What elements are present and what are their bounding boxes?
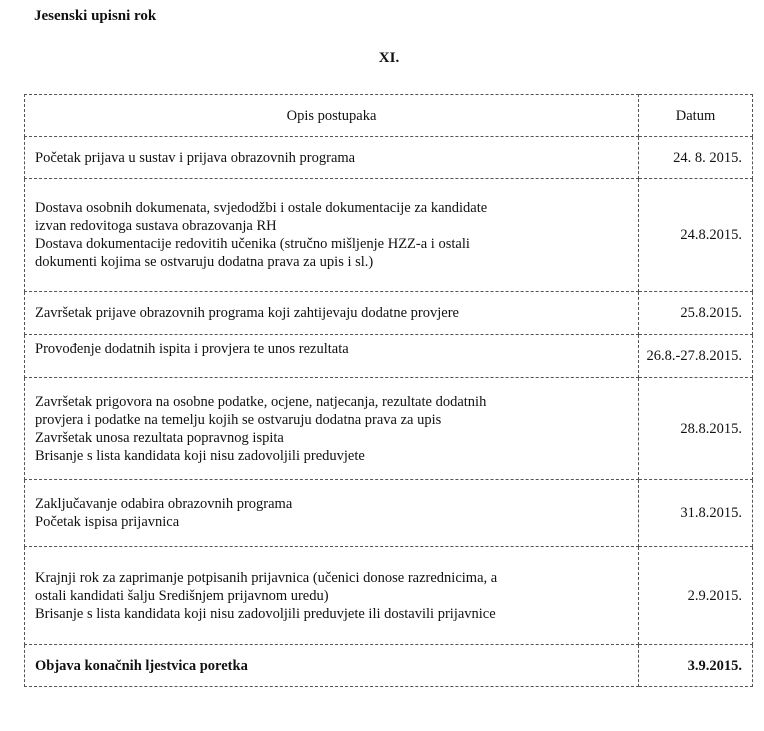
table-row — [25, 137, 753, 179]
description-line: Završetak prijave obrazovnih programa koji zahtijevaju dodatne provjere — [35, 305, 459, 321]
table-row — [25, 335, 753, 378]
table-row — [25, 645, 753, 687]
table-row — [25, 547, 753, 645]
table-row — [25, 378, 753, 480]
description-line: Zaključavanje odabira obrazovnih programa — [35, 496, 293, 512]
schedule-table — [24, 94, 753, 687]
description-line: Početak prijava u sustav i prijava obrazovnih programa — [35, 149, 356, 166]
description-line: dokumenti kojima se ostvaruju dodatna prava za upis i sl.) — [35, 254, 374, 270]
description-line: Dostava dokumentacije redovitih učenika (stručno mišljenje HZZ-a i ostali — [35, 236, 470, 252]
row-description — [25, 137, 639, 179]
description-line: Brisanje s lista kandidata koji nisu zadovoljili preduvjete ili dostavili prijavnice — [35, 605, 496, 622]
row-description — [25, 335, 639, 378]
row-date: 31.8.2015. — [639, 480, 753, 547]
document-heading: Jesenski upisni rok — [34, 8, 157, 24]
row-date: 26.8.-27.8.2015. — [639, 335, 753, 378]
section-number: XI. — [378, 50, 400, 66]
row-date: 24. 8. 2015. — [639, 137, 753, 179]
row-date: 24.8.2015. — [639, 179, 753, 292]
row-description — [25, 547, 639, 645]
row-date: 28.8.2015. — [639, 378, 753, 480]
description-line: Objava konačnih ljestvica poretka — [35, 657, 248, 674]
description-line: Završetak prigovora na osobne podatke, ocjene, natjecanja, rezultate dodatnih — [35, 393, 487, 410]
description-line: Početak ispisa prijavnica — [35, 514, 180, 530]
table-row — [25, 179, 753, 292]
description-line: ostali kandidati šalju Središnjem prijavnom uredu) — [35, 587, 329, 604]
row-date: 2.9.2015. — [639, 547, 753, 645]
description-line: Završetak unosa rezultata popravnog ispita — [35, 429, 284, 446]
table-row — [25, 480, 753, 547]
row-description — [25, 480, 639, 547]
column-header-description: Opis postupaka — [25, 95, 639, 137]
description-line: Brisanje s lista kandidata koji nisu zadovoljili preduvjete — [35, 447, 365, 464]
description-line: provjera i podatke na temelju kojih se ostvaruju dodatna prava za upis — [35, 411, 442, 428]
table-header-row — [25, 95, 753, 137]
description-line: Krajnji rok za zaprimanje potpisanih prijavnica (učenici donose razrednicima, a — [35, 569, 498, 586]
row-description — [25, 378, 639, 480]
description-line: Dostava osobnih dokumenata, svjedodžbi i ostale dokumentacije za kandidate — [35, 200, 488, 216]
column-header-date: Datum — [639, 95, 753, 137]
description-line: Provođenje dodatnih ispita i provjera te unos rezultata — [35, 341, 349, 357]
table-row — [25, 292, 753, 335]
row-description — [25, 645, 639, 687]
row-date: 25.8.2015. — [639, 292, 753, 335]
row-date: 3.9.2015. — [639, 645, 753, 687]
row-description — [25, 179, 639, 292]
row-description — [25, 292, 639, 335]
description-line: izvan redovitoga sustava obrazovanja RH — [35, 218, 277, 234]
